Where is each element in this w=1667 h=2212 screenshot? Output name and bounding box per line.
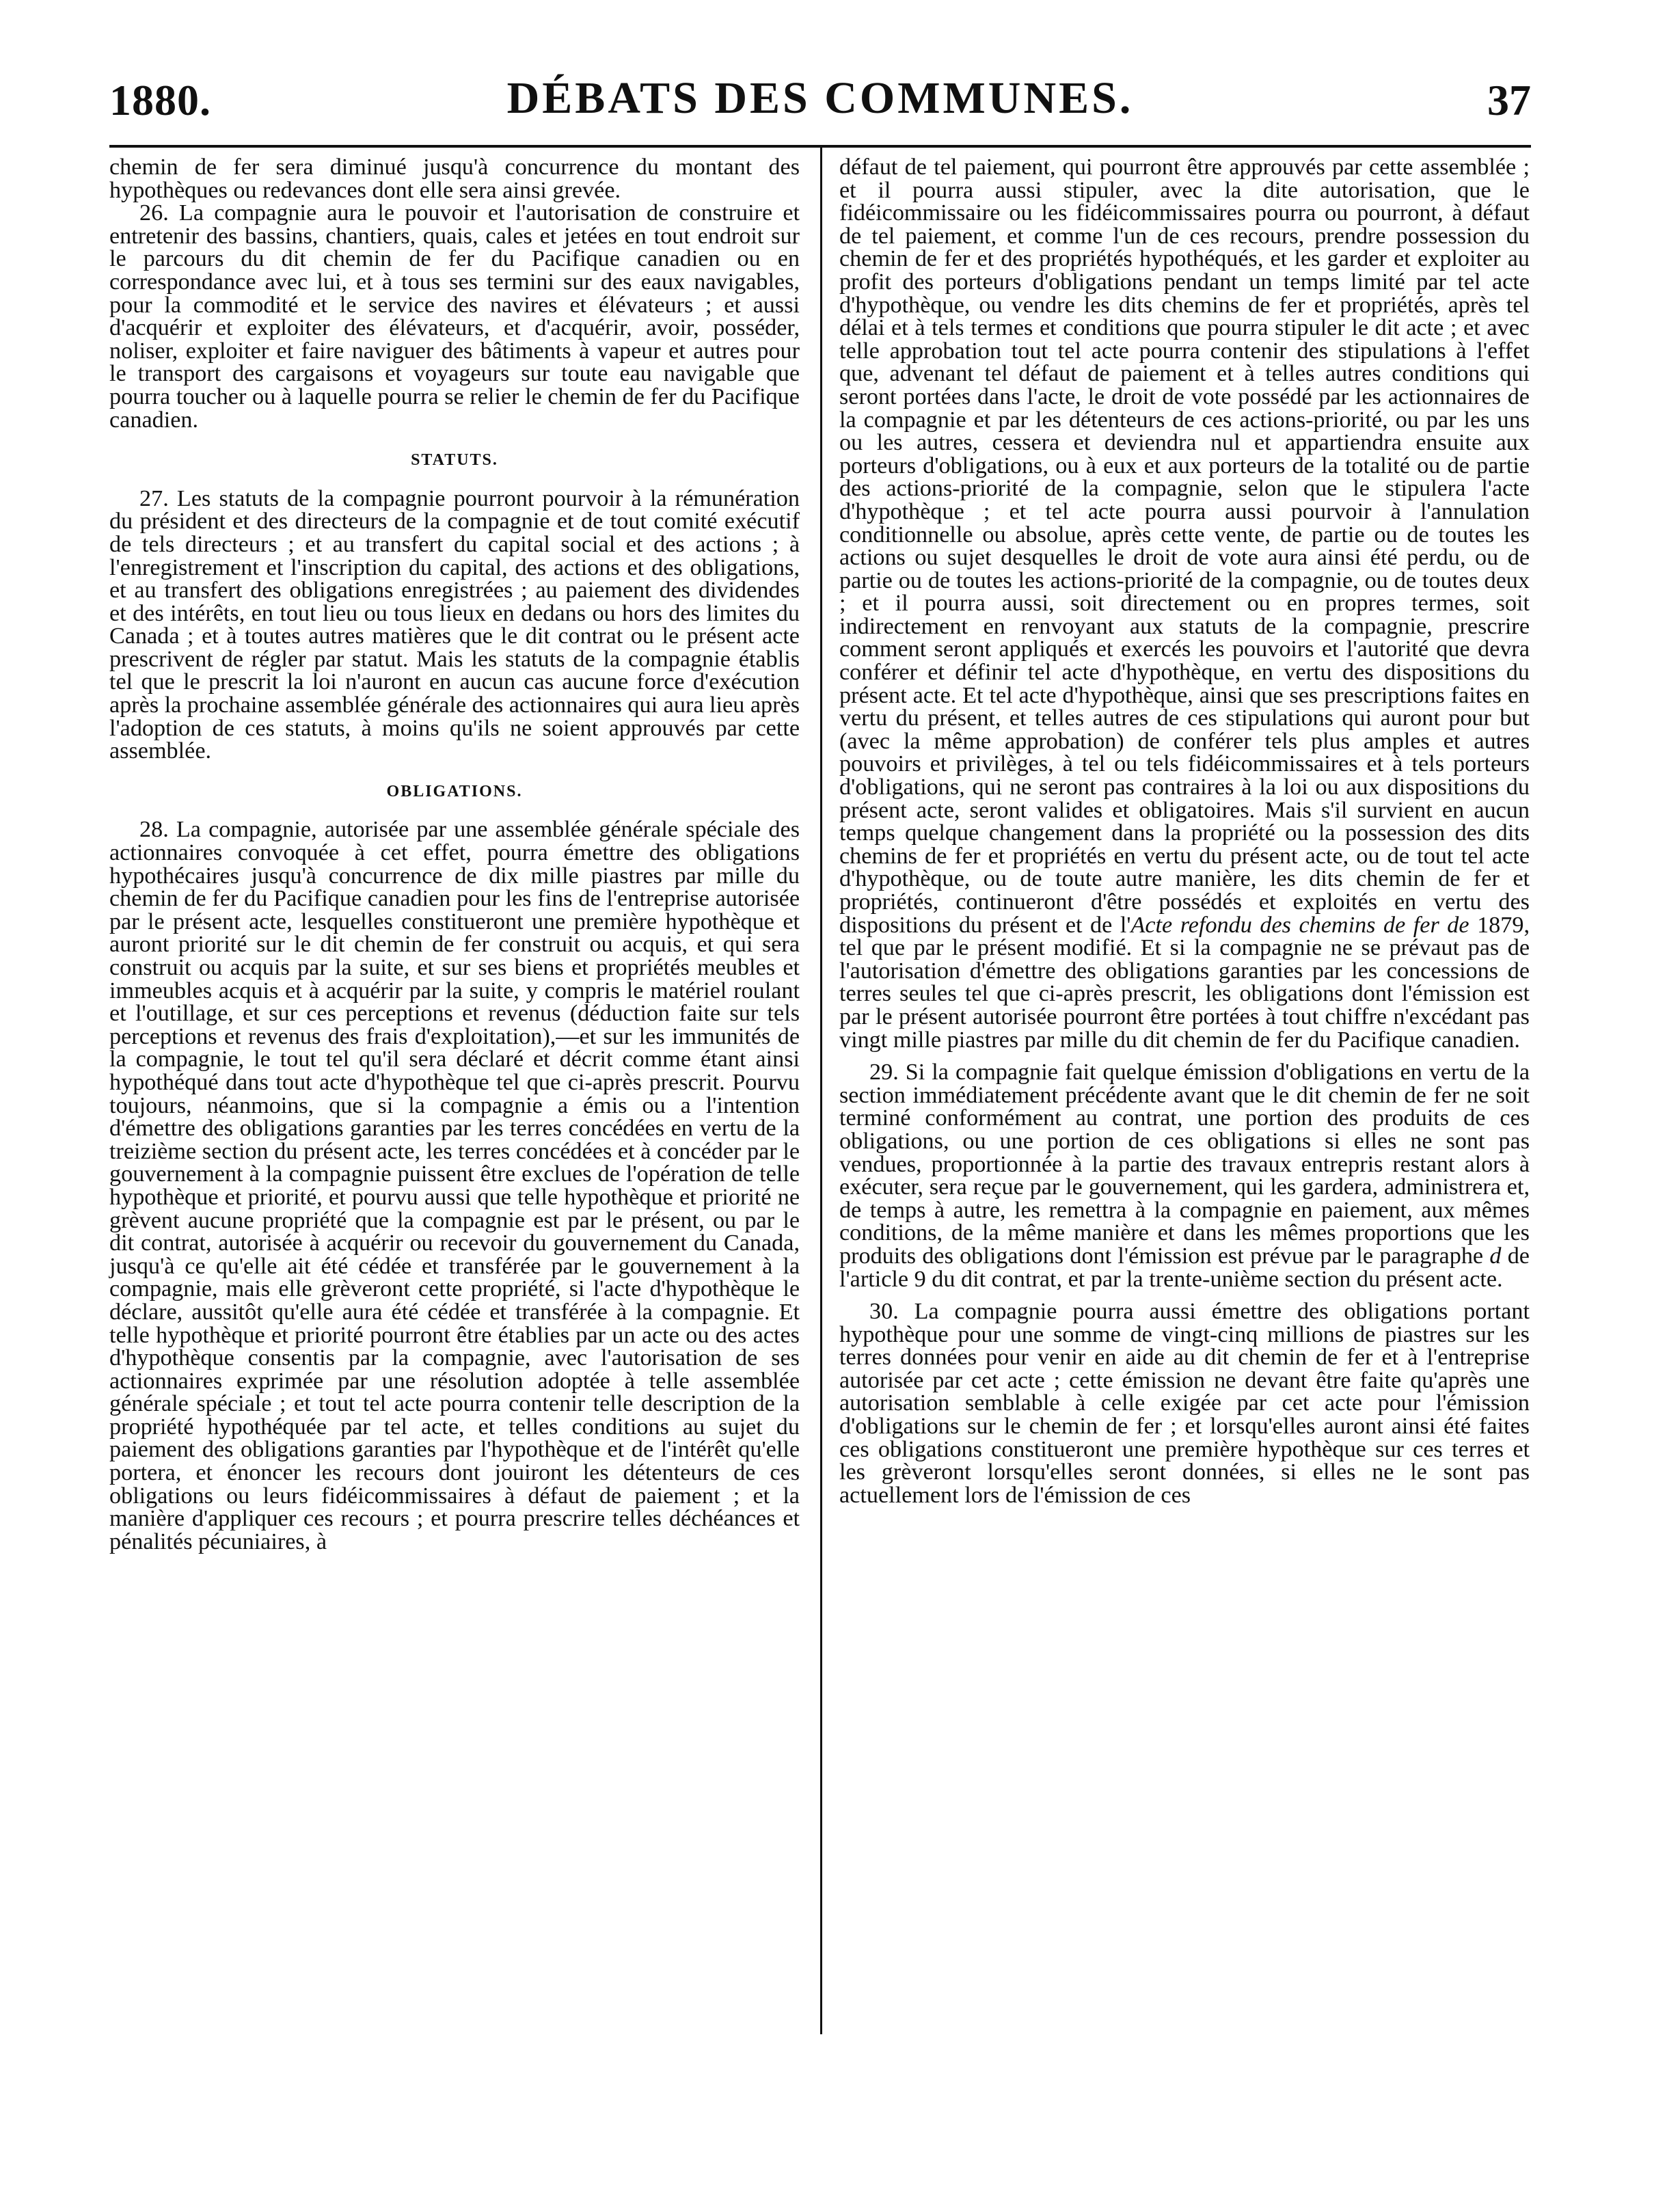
paragraph-section-26: 26. La compagnie aura le pouvoir et l'autorisation de construire et entretenir des bassins, chantiers, quais, cales et jetées en tout endroit sur le parcours du dit chemin de fer du Pacifique canadien ou en correspondance avec lui, et à tous ses termini sur des eaux navigables, pour la commodité et le service des navires et élévateurs ; et aussi d'acquérir et exploiter des élévateurs, et d'acquérir, avoir, posséder, noliser, exploiter et faire naviguer des bâtiments à vapeur et autres pour le transport des cargaisons et voyageurs sur toute eau navigable que pourra toucher ou à laquelle pourra se relier le chemin de fer du Pacifique canadien. bbox=[109, 200, 800, 433]
paragraph-continuation: chemin de fer sera diminué jusqu'à concurrence du montant des hypothèques ou redevances dont elle sera ainsi grevée. bbox=[109, 154, 800, 203]
paragraph-section-29 bbox=[839, 1061, 1530, 1291]
column-divider bbox=[820, 148, 822, 2034]
section-heading-obligations: OBLIGATIONS. bbox=[386, 782, 523, 800]
header-year: 1880. bbox=[109, 76, 211, 124]
paragraph-section-28: 28. La compagnie, autorisée par une assemblée générale spéciale des actionnaires convoquée à cet effet, pourra émettre des obligations hypothécaires jusqu'à concurrence de dix mille piastres par mille du chemin de fer du Pacifique canadien pour les fins de l'entreprise autorisée par le présent acte, lesquelles constitueront une première hypothèque et auront priorité sur le dit chemin de fer construit ou acquis, et qui sera construit ou acquis par la suite, et sur ses biens et propriétés meubles et immeubles acquis et à acquérir par la suite, y compris le matériel roulant et l'outillage, et sur ces perceptions et revenus (déduction faite sur tels perceptions et revenus des frais d'exploitation),—et sur les immunités de la compagnie, le tout tel qu'il sera déclaré et décrit comme étant ainsi hypothéqué dans tout acte d'hypothèque tel que ci-après prescrit. Pourvu toujours, néanmoins, que si la compagnie a émis ou a l'intention d'émettre des obligations garanties par les terres concédées en vertu de la treizième section du présent acte, les terres concédées et à concéder par le gouvernement à la compagnie puissent être exclues de l'opération de telle hypothèque et priorité, et pourvu aussi que telle hypothèque et priorité ne grèvent aucune propriété que la compagnie est par le présent, ou par le dit contrat, autorisée à acquérir ou recevoir du gouvernement du Canada, jusqu'à ce qu'elle ait été cédée et transférée par le gouvernement à la compagnie, mais elle grèveront cette propriété, si l'acte d'hypothèque le déclare, aussitôt qu'elle aura été cédée et transférée à la compagnie. Et telle hypothèque et priorité pourront être établies par un acte ou des actes d'hypothèque consentis par la compagnie, avec l'autorisation de ses actionnaires exprimée par une résolution adoptée à telle assemblée générale spéciale ; et tout tel acte pourra contenir telle description de la propriété hypothéquée par tel acte, et telles conditions au sujet du paiement des obligations garanties par l'hypothèque et de l'intérêt qu'elle portera, et énoncer les recours dont jouiront les détenteurs de ces obligations ou leurs fidéicommissaires à défaut de paiement ; et la manière d'appliquer ces recours ; et pourra prescrire telles déchéances et pénalités pécuniaires, à bbox=[109, 817, 800, 1554]
running-head bbox=[109, 67, 1531, 142]
text-run: 29. Si la compagnie fait quelque émission d'obligations en vertu de la section immédiatement précédente avant que le dit chemin de fer ne soit terminé conformément au contrat, une portion des produits de ces obligations, ou une portion de ces obligations si elles ne sont pas vendues, proportionnée à la partie des travaux entrepris restant alors à exécuter, sera reçue par le gouvernement, qui les gardera, administrera et, de temps à autre, les remettra à la compagnie en paiement, aux mêmes conditions, de la même manière et dans les mêmes proportions que les produits des obligations dont l'émission est prévue par le paragraphe bbox=[839, 1060, 1530, 1269]
paragraph-section-30: 30. La compagnie pourra aussi émettre des obligations portant hypothèque pour une somme de vingt-cinq millions de piastres sur les terres données pour venir en aide au dit chemin de fer et à l'entreprise autorisée par cet acte ; cette émission ne devant être faite qu'après une autorisation semblable à celle exigée par cet acte pour l'émission d'obligations sur le chemin de fer ; et lorsqu'elles auront ainsi été faites ces obligations constitueront une première hypothèque sur ces terres et les grèveront lorsqu'elles seront données, si elles ne le sont pas actuellement lors de l'émission de ces bbox=[839, 1299, 1530, 1508]
text-run: 1879, tel que par le présent modifié. Et si la compagnie ne se prévaut pas de l'autorisation d'émettre des obligations garanties par les concessions de terres seules tel que ci-après prescrit, les obligations dont l'émission est par le présent autorisée pourront être portées à tout chiffre n'excédant pas vingt mille piastres par mille du dit chemin de fer du Pacifique canadien. bbox=[839, 912, 1530, 1053]
paragraph-section-28-continued bbox=[839, 156, 1530, 1051]
header-page-number: 37 bbox=[1487, 76, 1531, 124]
text-run: de l'article 9 du dit contrat, et par la trente-unième section du présent acte. bbox=[839, 1243, 1530, 1292]
section-heading-statuts: STATUTS. bbox=[411, 451, 498, 470]
left-column bbox=[109, 156, 800, 1553]
paragraph-section-27: 27. Les statuts de la compagnie pourront pourvoir à la rémunération du président et des directeurs de la compagnie et de tout comité exécutif de tels directeurs ; et au transfert du capital social et des actions ; à l'enregistrement et l'inscription du capital, des actions et des obligations, et au transfert des obligations enregistrées ; au paiement des dividendes et des intérêts, en tout lieu ou tous lieux en dedans ou hors des limites du Canada ; et à toutes autres matières que le dit contrat ou le présent acte prescrivent de régler par statut. Mais les statuts de la compagnie établis tel que le prescrit la loi n'auront en aucun cas aucune force d'exécution après la prochaine assemblée générale des actionnaires qui aura lieu après l'adoption de ces statuts, à moins qu'ils ne soient approuvés par cette assemblée. bbox=[109, 485, 800, 764]
text-run: défaut de tel paiement, qui pourront être approuvés par cette assemblée ; et il pourra aussi stipuler, avec la dite autorisation, que le fidéicommissaire ou les fidéicommissaires pourra ou pourront, à défaut de tel paiement, et comme l'un de ces recours, prendre possession du chemin de fer et des propriétés hypothéqués, et les garder et exploiter au profit des porteurs d'obligations pendant un temps limité par tel acte d'hypothèque, ou vendre les dits chemins de fer et propriétés, après tel délai et à tels termes et conditions que pourra stipuler le dit acte ; et avec telle approbation tout tel acte pourra contenir des stipulations à l'effet que, advenant tel défaut de paiement et à telles autres conditions qui seront portées dans l'acte, le droit de vote possédé par les actionnaires de la compagnie et par les détenteurs de ces actions-priorité, ou par les uns ou les autres, cessera et deviendra nul et appartiendra ensuite aux porteurs d'obligations, ou à eux et aux porteurs de la totalité ou de partie des actions-priorité de la compagnie, selon que le stipulera l'acte d'hypothèque ; et tel acte pourra aussi pourvoir à l'annulation conditionnelle ou absolue, après cette vente, de partie ou de toutes les actions ou sujet desquelles le droit de vote aura ainsi été perdu, ou de partie ou de toutes les actions-priorité de la compagnie, ou de toutes deux ; et il pourra aussi, soit directement ou en propres termes, soit indirectement en renvoyant aux statuts de la compagnie, prescrire comment seront appliqués et exercés les pouvoirs et l'autorité que devra conférer et définir tel acte d'hypothèque, en vertu des dispositions du présent acte. Et tel acte d'hypothèque, ainsi que ses prescriptions faites en vertu du présent, et telles autres de ces stipulations qui auront pour but (avec la même approbation) de conférer tels plus amples et autres pouvoirs et privilèges, à tel ou tels fidéicommissaires et à tels porteurs d'obligations, qui ne seront pas contraires à la loi ou aux dispositions du présent acte, seront valides et obligatoires. Mais s'il survient en aucun temps quelque changement dans la propriété ou la possession des dits chemins de fer et propriétés en vertu du présent acte, ou de tout tel acte d'hypothèque, ou de toute autre manière, les dits chemin de fer et propriétés, continueront d'être possédés et exploités en vertu des dispositions du présent et de l' bbox=[839, 154, 1530, 938]
italic-letter: d bbox=[1489, 1243, 1502, 1269]
italic-act-title: Acte refondu des chemins de fer de bbox=[1130, 912, 1469, 938]
right-column bbox=[839, 156, 1530, 1507]
header-title: DÉBATS DES COMMUNES. bbox=[506, 73, 1134, 123]
